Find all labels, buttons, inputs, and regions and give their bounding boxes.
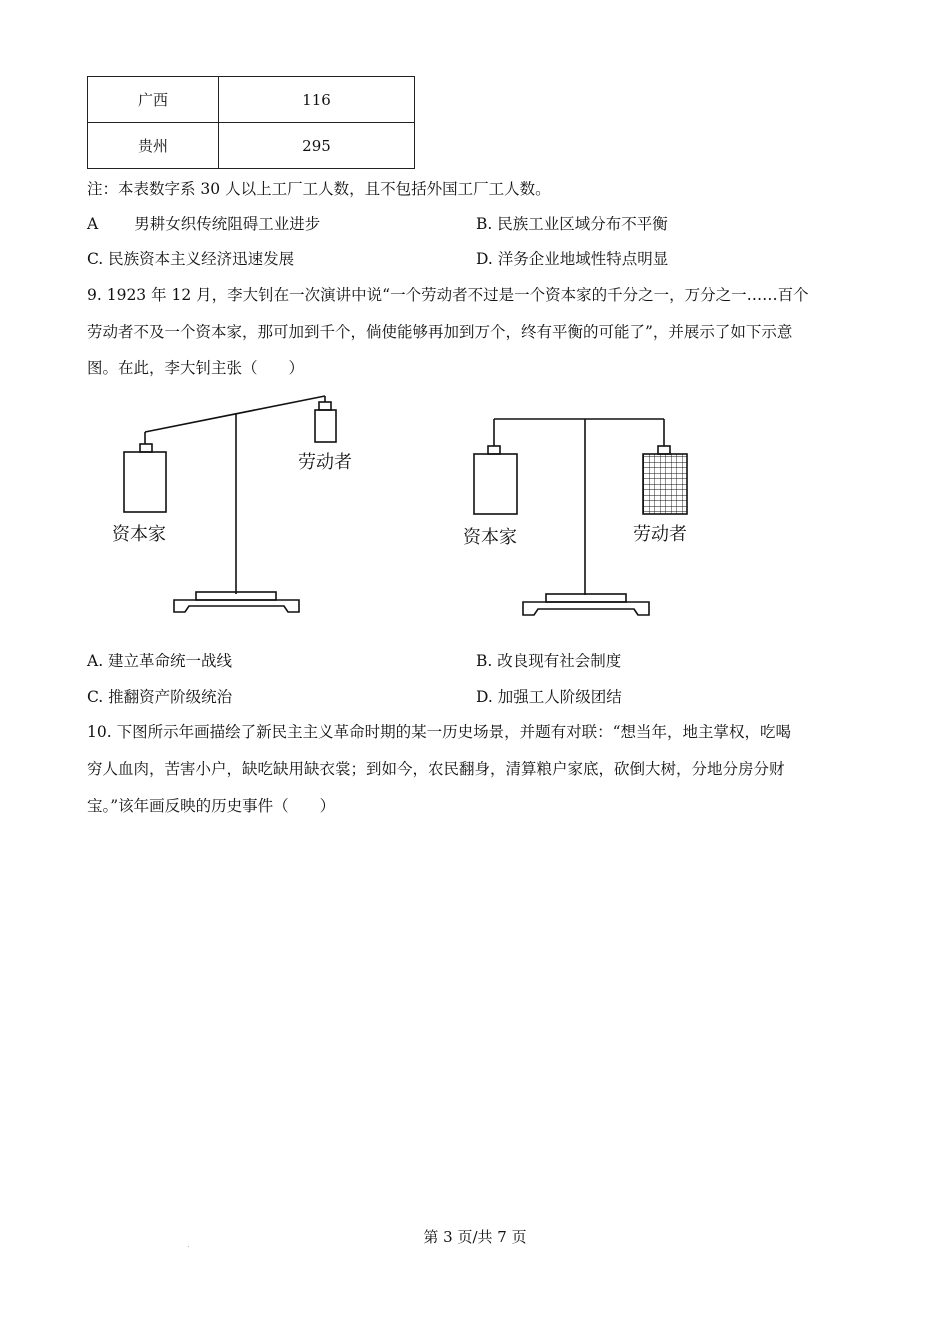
q9-option-a[interactable]: A. 建立革命统一战线 (87, 652, 233, 670)
q10-stem-line: 10. 下图所示年画描绘了新民主主义革命时期的某一历史场景，并题有对联：“想当年，地主掌权，吃喝 (87, 723, 792, 741)
left-capitalist-box (124, 452, 166, 512)
table-note: 注：本表数字系 30 人以上工厂工人数，且不包括外国工厂工人数。 (87, 180, 551, 198)
right-worker-label: 劳动者 (633, 524, 687, 545)
scan-dot (188, 1246, 189, 1247)
table-cell-region: 广西 (88, 77, 219, 123)
q9-option-c[interactable]: C. 推翻资产阶级统治 (87, 688, 233, 706)
q8-option-d[interactable]: D. 洋务企业地域性特点明显 (476, 250, 669, 268)
left-capitalist-label: 资本家 (112, 524, 166, 545)
q8-option-a-text: 男耕女织传统阻碍工业进步 (134, 215, 321, 233)
right-worker-grid-box (643, 454, 687, 514)
table-cell-count: 116 (219, 77, 415, 123)
page-number-footer: 第 3 页/共 7 页 (423, 1228, 527, 1246)
balance-scale-figure (0, 0, 950, 640)
q9-option-b[interactable]: B. 改良现有社会制度 (476, 652, 622, 670)
q9-stem-line: 劳动者不及一个资本家，那可加到千个，倘使能够再加到万个，终有平衡的可能了”，并展示了如下示意 (87, 323, 793, 341)
q8-option-b[interactable]: B. 民族工业区域分布不平衡 (476, 215, 668, 233)
table-cell-region: 贵州 (88, 123, 219, 169)
right-capitalist-label: 资本家 (463, 527, 517, 548)
right-scale (474, 419, 687, 615)
q10-stem-line: 宝。”该年画反映的历史事件（ ） (87, 797, 336, 815)
q9-stem-line: 9. 1923 年 12 月，李大钊在一次演讲中说“一个劳动者不过是一个资本家的千分之一，万分之一……百个 (87, 286, 809, 304)
left-worker-box (315, 410, 336, 442)
left-worker-label: 劳动者 (298, 452, 352, 473)
left-scale-beam (145, 396, 325, 432)
right-capitalist-box (474, 454, 517, 514)
q9-option-d[interactable]: D. 加强工人阶级团结 (476, 688, 622, 706)
left-scale (124, 396, 336, 612)
q10-stem-line: 穷人血肉，苦害小户，缺吃缺用缺衣裳；到如今，农民翻身，清算粮户家底，砍倒大树，分地分房分财 (87, 760, 785, 778)
left-scale-base (174, 600, 299, 612)
q8-option-c[interactable]: C. 民族资本主义经济迅速发展 (87, 250, 295, 268)
q8-option-a-letter: A (87, 215, 99, 233)
table-cell-count: 295 (219, 123, 415, 169)
q9-stem-line: 图。在此，李大钊主张（ ） (87, 359, 305, 377)
right-scale-base (523, 602, 649, 615)
right-scale-base-top (546, 594, 626, 602)
